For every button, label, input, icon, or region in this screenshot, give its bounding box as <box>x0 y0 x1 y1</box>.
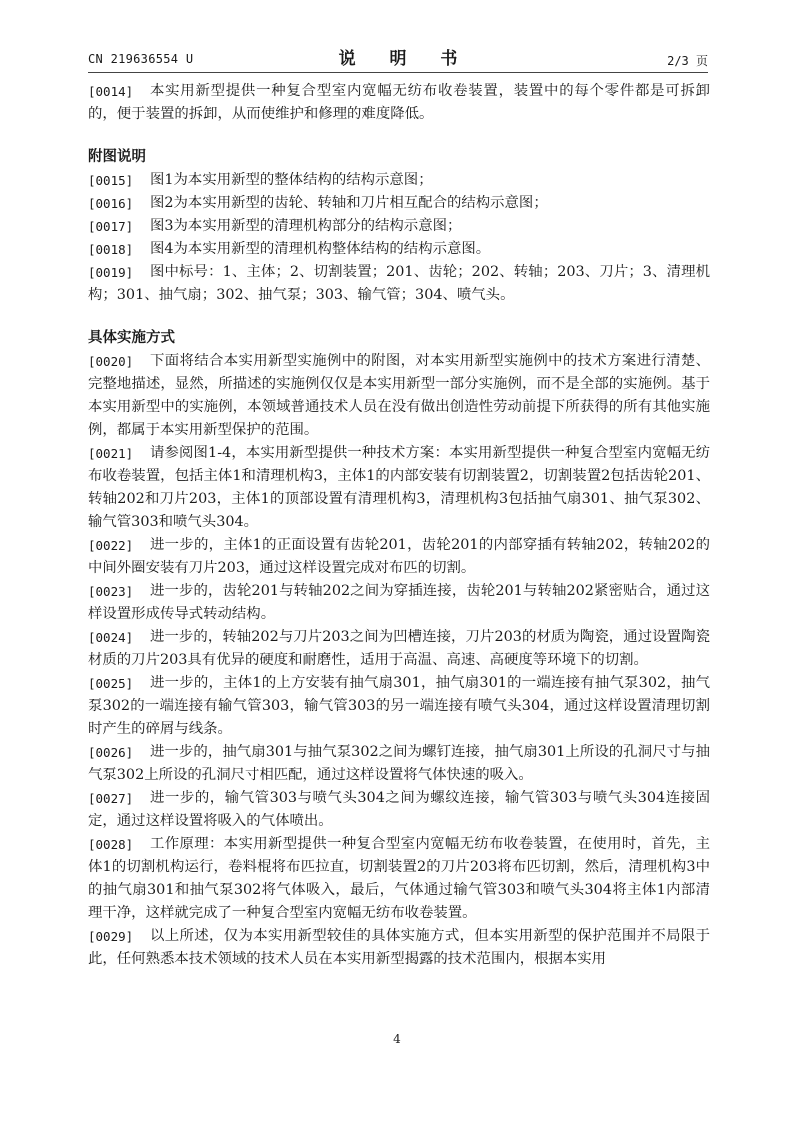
paragraph-text: 工作原理：本实用新型提供一种复合型室内宽幅无纺布收卷装置，在使用时，首先，主体1的切割机构运行，卷料棍将布匹拉直，切割装置2的刀片203将布匹切割，然后，清理机构3中的抽气扇301和抽气泵302将气体吸入，最后，气体通过输气管303和喷气头304将主体1内部清理干净，这样就完成了一种复合型室内宽幅无纺布收卷装置。 <box>88 836 711 921</box>
paragraph-number: [0018] <box>88 242 134 257</box>
page-number: 4 <box>393 1032 401 1046</box>
section-gap <box>88 307 710 327</box>
section-gap <box>88 126 710 146</box>
paragraph-number: [0024] <box>88 630 134 645</box>
paragraph-0017 <box>88 215 710 238</box>
document-title: 说 明 书 <box>338 49 472 69</box>
publication-number: CN 219636554 U <box>88 52 194 66</box>
paragraph-0028 <box>88 833 710 925</box>
paragraph-text: 进一步的，抽气扇301与抽气泵302之间为螺钉连接，抽气扇301上所设的孔洞尺寸与抽气泵302上所设的孔洞尺寸相匹配，通过这样设置将气体快速的吸入。 <box>88 744 710 783</box>
paragraph-text: 请参阅图1-4，本实用新型提供一种技术方案：本实用新型提供一种复合型室内宽幅无纺布收卷装置，包括主体1和清理机构3，主体1的内部安装有切割装置2，切割装置2包括齿轮201、转轴202和刀片203，主体1的顶部设置有清理机构3，清理机构3包括抽气扇301、抽气泵302、输气管303和喷气头304。 <box>88 445 710 530</box>
paragraph-number: [0015] <box>88 173 134 188</box>
paragraph-number: [0029] <box>88 929 134 944</box>
section-heading-figures: 附图说明 <box>88 149 146 165</box>
paragraph-0026 <box>88 741 710 787</box>
paragraph-text: 下面将结合本实用新型实施例中的附图，对本实用新型实施例中的技术方案进行清楚、完整地描述，显然，所描述的实施例仅仅是本实用新型一部分实施例，而不是全部的实施例。基于本实用新型中的实施例，本领域普通技术人员在没有做出创造性劳动前提下所获得的所有其他实施例，都属于本实用新型保护的范围。 <box>88 353 710 438</box>
paragraph-text: 以上所述，仅为本实用新型较佳的具体实施方式，但本实用新型的保护范围并不局限于此，任何熟悉本技术领域的技术人员在本实用新型揭露的技术范围内，根据本实用 <box>88 928 710 967</box>
paragraph-number: [0019] <box>88 265 134 280</box>
paragraph-0020 <box>88 350 710 442</box>
paragraph-text: 图1为本实用新型的整体结构的结构示意图； <box>150 172 433 188</box>
paragraph-text: 进一步的，主体1的上方安装有抽气扇301，抽气扇301的一端连接有抽气泵302，抽气泵302的一端连接有输气管303，输气管303的另一端连接有喷气头304，通过这样设置清理切割时产生的碎屑与线条。 <box>88 675 710 737</box>
paragraph-0025 <box>88 672 710 741</box>
paragraph-0024 <box>88 626 710 672</box>
paragraph-number: [0017] <box>88 219 134 234</box>
paragraph-text: 进一步的，齿轮201与转轴202之间为穿插连接，齿轮201与转轴202紧密贴合，通过这样设置形成传导式转动结构。 <box>88 583 710 622</box>
paragraph-0023 <box>88 580 710 626</box>
paragraph-text: 图4为本实用新型的清理机构整体结构的结构示意图。 <box>150 241 491 257</box>
paragraph-number: [0023] <box>88 584 134 599</box>
paragraph-0021 <box>88 442 710 534</box>
section-heading-embodiment: 具体实施方式 <box>88 330 175 346</box>
paragraph-number: [0025] <box>88 676 134 691</box>
paragraph-0014 <box>88 80 710 126</box>
paragraph-text: 进一步的，转轴202与刀片203之间为凹槽连接，刀片203的材质为陶瓷，通过设置陶瓷材质的刀片203具有优异的硬度和耐磨性，适用于高温、高速、高硬度等环境下的切割。 <box>88 629 710 668</box>
paragraph-number: [0022] <box>88 538 134 553</box>
paragraph-0016 <box>88 192 710 215</box>
paragraph-0018 <box>88 238 710 261</box>
paragraph-0019 <box>88 261 710 307</box>
paragraph-number: [0016] <box>88 196 134 211</box>
paragraph-number: [0026] <box>88 745 134 760</box>
paragraph-text: 进一步的，输气管303与喷气头304之间为螺纹连接，输气管303与喷气头304连接固定，通过这样设置将吸入的气体喷出。 <box>88 790 710 829</box>
paragraph-number: [0027] <box>88 791 134 806</box>
paragraph-text: 进一步的，主体1的正面设置有齿轮201，齿轮201的内部穿插有转轴202，转轴202的中间外圈安装有刀片203，通过这样设置完成对布匹的切割。 <box>88 537 710 576</box>
paragraph-number: [0014] <box>88 84 134 99</box>
paragraph-0022 <box>88 534 710 580</box>
paragraph-text: 图3为本实用新型的清理机构部分的结构示意图； <box>150 218 462 234</box>
paragraph-number: [0028] <box>88 837 134 852</box>
page-indicator: 2/3 页 <box>667 54 708 68</box>
header-divider <box>88 72 708 73</box>
paragraph-number: [0021] <box>88 446 134 461</box>
paragraph-text: 本实用新型提供一种复合型室内宽幅无纺布收卷装置，装置中的每个零件都是可拆卸的，便于装置的拆卸，从而使维护和修理的难度降低。 <box>88 83 710 122</box>
paragraph-0029 <box>88 925 710 971</box>
document-body <box>88 80 710 971</box>
paragraph-number: [0020] <box>88 354 134 369</box>
paragraph-text: 图中标号：1、主体；2、切割装置；201、齿轮；202、转轴；203、刀片；3、清理机构；301、抽气扇；302、抽气泵；303、输气管；304、喷气头。 <box>88 264 710 303</box>
paragraph-text: 图2为本实用新型的齿轮、转轴和刀片相互配合的结构示意图； <box>150 195 548 211</box>
page-header <box>88 44 708 74</box>
paragraph-0027 <box>88 787 710 833</box>
paragraph-0015 <box>88 169 710 192</box>
